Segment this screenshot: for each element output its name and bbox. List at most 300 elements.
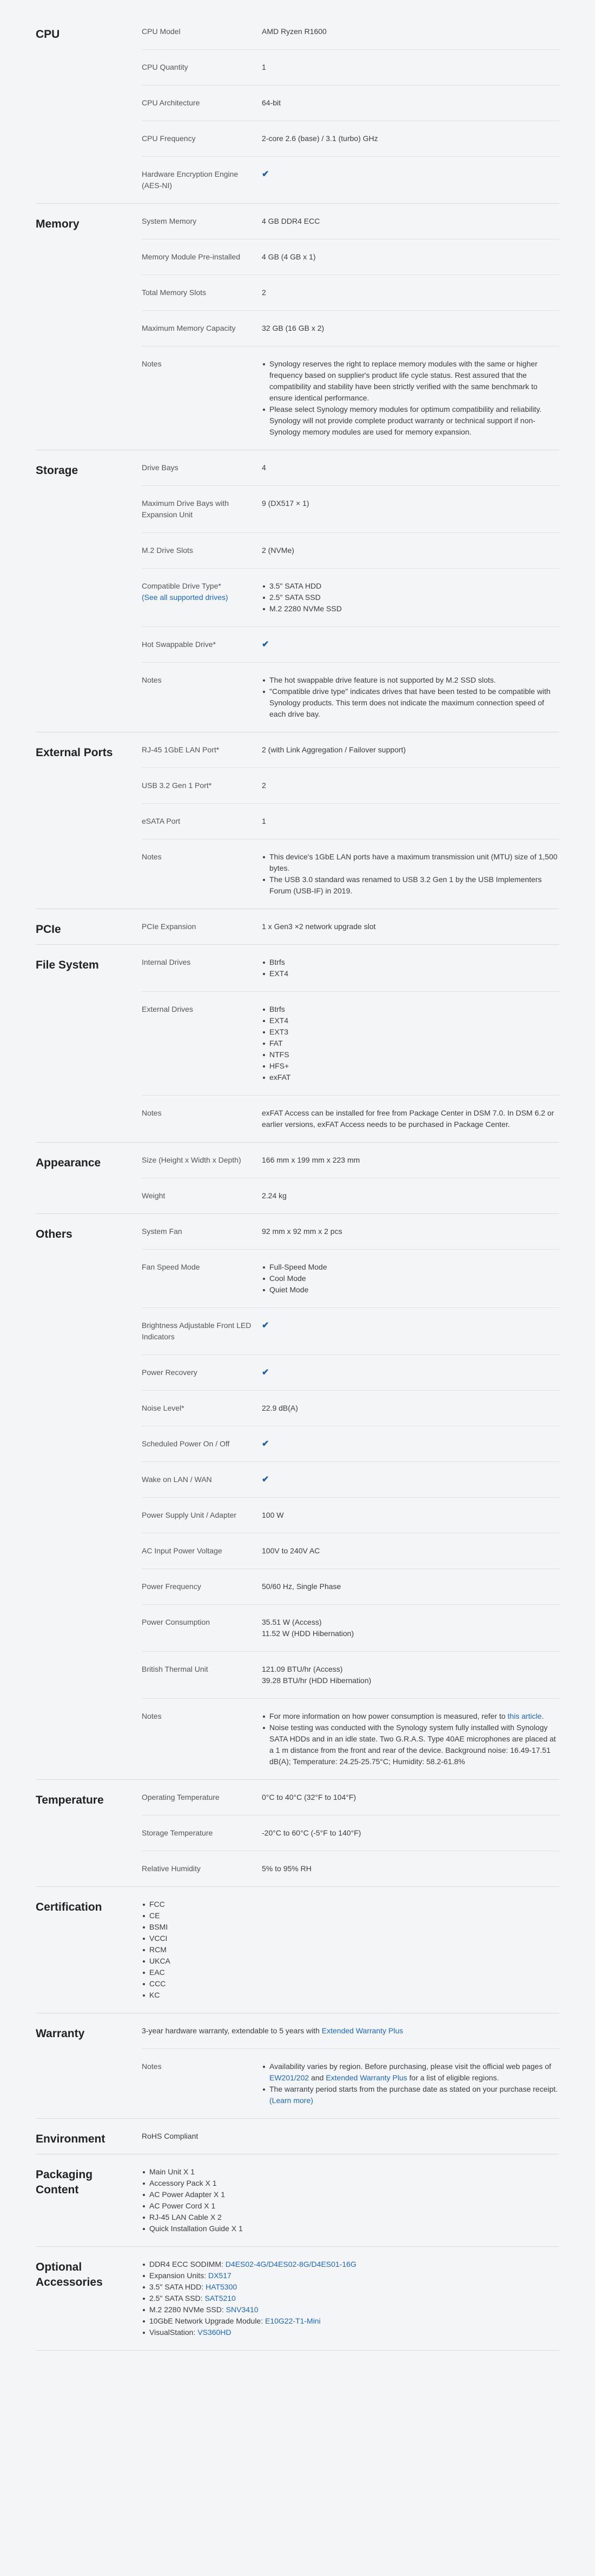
list-item: EXT4 bbox=[262, 968, 559, 979]
spec-label-text: Power Recovery bbox=[142, 1368, 197, 1377]
spec-label-text: CPU Model bbox=[142, 27, 181, 36]
section-certification bbox=[36, 1887, 559, 2013]
spec-label bbox=[142, 851, 262, 897]
list-item: CE bbox=[142, 1910, 559, 1921]
value-line: 35.51 W (Access) bbox=[262, 1618, 322, 1626]
spec-list bbox=[262, 1262, 559, 1296]
spec-list bbox=[262, 1004, 559, 1083]
link-extended-warranty-plus[interactable]: Extended Warranty Plus bbox=[321, 2026, 404, 2035]
list-item: Quiet Mode bbox=[262, 1284, 559, 1296]
section-body bbox=[142, 957, 559, 1142]
spec-list bbox=[262, 580, 559, 615]
spec-row bbox=[142, 26, 559, 50]
section-body bbox=[142, 1899, 559, 2013]
list-item bbox=[142, 2259, 559, 2270]
list-item: RCM bbox=[142, 1944, 559, 1956]
list-item: Main Unit X 1 bbox=[142, 2166, 559, 2178]
list-item bbox=[142, 2304, 559, 2315]
spec-row bbox=[142, 358, 559, 450]
spec-value: 100 W bbox=[262, 1511, 284, 1519]
section-environment bbox=[36, 2119, 559, 2154]
spec-label-text: eSATA Port bbox=[142, 817, 181, 825]
spec-label bbox=[142, 462, 262, 473]
section-external-ports bbox=[36, 732, 559, 909]
spec-label bbox=[142, 816, 262, 827]
link-e10g22-t1-mini[interactable]: E10G22-T1-Mini bbox=[265, 2317, 321, 2325]
spec-label bbox=[142, 2061, 262, 2106]
section-others bbox=[36, 1214, 559, 1780]
spec-label-text: Brightness Adjustable Front LED Indicators bbox=[142, 1321, 252, 1341]
spec-label-text: Drive Bays bbox=[142, 463, 178, 472]
spec-label bbox=[142, 675, 262, 720]
checkmark-icon: ✔ bbox=[262, 1475, 269, 1484]
spec-value: 1 x Gen3 ×2 network upgrade slot bbox=[262, 922, 376, 931]
spec-label bbox=[142, 26, 262, 37]
spec-value: 0°C to 40°C (32°F to 104°F) bbox=[262, 1793, 356, 1801]
checkmark-icon: ✔ bbox=[262, 1439, 269, 1449]
spec-row bbox=[142, 1827, 559, 1851]
spec-row bbox=[142, 323, 559, 346]
section-title: Others bbox=[36, 1228, 72, 1240]
spec-label-text: RJ-45 1GbE LAN Port* bbox=[142, 745, 220, 754]
section-title: Temperature bbox=[36, 1794, 104, 1806]
list-item bbox=[142, 2281, 559, 2293]
spec-value: 2.24 kg bbox=[262, 1191, 287, 1200]
list-item: FAT bbox=[262, 1038, 559, 1049]
spec-label-text: Notes bbox=[142, 359, 162, 368]
spec-label-text: Notes bbox=[142, 1109, 162, 1117]
spec-label bbox=[142, 216, 262, 227]
section-body bbox=[142, 26, 559, 203]
link-learn-more[interactable]: (Learn more) bbox=[269, 2096, 313, 2105]
list-text: 2.5" SATA SSD: bbox=[149, 2294, 205, 2303]
checkmark-icon: ✔ bbox=[262, 1321, 269, 1330]
spec-label bbox=[142, 1004, 262, 1083]
spec-label bbox=[142, 1664, 262, 1686]
spec-value: 2 (NVMe) bbox=[262, 546, 294, 555]
spec-label bbox=[142, 1438, 262, 1450]
spec-label bbox=[142, 1510, 262, 1521]
spec-row bbox=[142, 580, 559, 627]
spec-value: 2-core 2.6 (base) / 3.1 (turbo) GHz bbox=[262, 134, 378, 143]
section-title: Environment bbox=[36, 2133, 105, 2145]
spec-value bbox=[142, 1899, 559, 2001]
list-item bbox=[142, 2270, 559, 2281]
list-item: AC Power Cord X 1 bbox=[142, 2200, 559, 2212]
spec-label bbox=[142, 1367, 262, 1378]
list-item: Quick Installation Guide X 1 bbox=[142, 2223, 559, 2234]
spec-row bbox=[142, 1863, 559, 1886]
section-title: Certification bbox=[36, 1901, 102, 1913]
spec-row bbox=[142, 675, 559, 732]
spec-row bbox=[142, 816, 559, 839]
list-item: AC Power Adapter X 1 bbox=[142, 2189, 559, 2200]
spec-value bbox=[262, 675, 559, 720]
spec-list bbox=[262, 675, 559, 720]
section-body bbox=[142, 1226, 559, 1779]
spec-row bbox=[142, 921, 559, 944]
spec-row bbox=[142, 780, 559, 804]
spec-label bbox=[142, 1827, 262, 1839]
section-title: CPU bbox=[36, 28, 60, 41]
spec-value: 4 GB DDR4 ECC bbox=[262, 217, 320, 225]
list-text: for a list of eligible regions. bbox=[407, 2073, 499, 2082]
list-item bbox=[142, 2315, 559, 2327]
spec-value: 4 GB (4 GB x 1) bbox=[262, 252, 316, 261]
spec-value bbox=[142, 2259, 559, 2338]
spec-label bbox=[142, 780, 262, 791]
spec-list bbox=[142, 2259, 559, 2338]
spec-label bbox=[142, 62, 262, 73]
spec-value: 2 (with Link Aggregation / Failover support) bbox=[262, 745, 406, 754]
spec-row bbox=[142, 1367, 559, 1391]
spec-label-text: CPU Architecture bbox=[142, 98, 200, 107]
spec-list bbox=[262, 957, 559, 979]
section-memory bbox=[36, 204, 559, 450]
list-text: Availability varies by region. Before purchasing, please visit the official web pages of bbox=[269, 2062, 551, 2071]
section-body bbox=[142, 2025, 559, 2118]
checkmark-icon: ✔ bbox=[262, 1368, 269, 1377]
spec-list bbox=[262, 1711, 559, 1767]
spec-label-text: PCIe Expansion bbox=[142, 922, 196, 931]
spec-value: 4 bbox=[262, 463, 266, 472]
spec-label bbox=[142, 169, 262, 191]
spec-label bbox=[142, 1711, 262, 1767]
spec-label-text: Scheduled Power On / Off bbox=[142, 1439, 230, 1448]
spec-value bbox=[262, 2061, 559, 2106]
spec-label-text: Relative Humidity bbox=[142, 1864, 201, 1873]
list-item: Accessory Pack X 1 bbox=[142, 2178, 559, 2189]
spec-label-text: Hot Swappable Drive* bbox=[142, 640, 216, 649]
value-text: 3-year hardware warranty, extendable to 5 years with bbox=[142, 2026, 322, 2035]
value-line: 39.28 BTU/hr (HDD Hibernation) bbox=[262, 1676, 372, 1685]
link-ew201-202[interactable]: EW201/202 bbox=[269, 2073, 309, 2082]
spec-row bbox=[142, 169, 559, 203]
spec-value bbox=[262, 1367, 559, 1378]
checkmark-icon: ✔ bbox=[262, 170, 269, 179]
spec-label-text: CPU Quantity bbox=[142, 63, 188, 71]
spec-list bbox=[262, 2061, 559, 2106]
list-item: Please select Synology memory modules for optimum compatibility and reliability. Synology will not provide complete product warranty or technical support if non-Synology memory modules are used for memory expansion. bbox=[262, 404, 559, 438]
list-text: VisualStation: bbox=[149, 2328, 198, 2337]
list-item: Full-Speed Mode bbox=[262, 1262, 559, 1273]
list-item: NTFS bbox=[262, 1049, 559, 1060]
spec-label-text: System Memory bbox=[142, 217, 197, 225]
spec-label bbox=[142, 358, 262, 438]
spec-label-text: CPU Frequency bbox=[142, 134, 196, 143]
spec-row bbox=[142, 62, 559, 85]
spec-label bbox=[142, 1863, 262, 1874]
spec-label-text: Total Memory Slots bbox=[142, 288, 207, 297]
spec-label bbox=[142, 1154, 262, 1166]
list-text: and bbox=[309, 2073, 326, 2082]
spec-label-text: Storage Temperature bbox=[142, 1828, 213, 1837]
spec-row bbox=[142, 1474, 559, 1498]
list-item bbox=[262, 2061, 559, 2084]
list-item: EXT3 bbox=[262, 1026, 559, 1038]
spec-value: 2 bbox=[262, 781, 266, 790]
section-pcie bbox=[36, 909, 559, 945]
spec-label-text: M.2 Drive Slots bbox=[142, 546, 193, 555]
spec-value bbox=[262, 1262, 559, 1296]
list-text: Noise testing was conducted with the Synology system fully installed with Synology SATA HDDs and in an idle state. Two G.R.A.S. Type 40AE microphones are placed at a 1 m distance from the front and rear of the device. Background noise: 16.49-17.51 dB(A); Temperature: 24.25-25.75°C; Humidity: 58.2-61.8% bbox=[269, 1723, 556, 1766]
spec-row bbox=[142, 744, 559, 768]
spec-row bbox=[142, 1617, 559, 1652]
spec-row bbox=[142, 2061, 559, 2118]
spec-label-text: Operating Temperature bbox=[142, 1793, 220, 1801]
list-item: Synology reserves the right to replace memory modules with the same or higher frequency based on supplier's product life cycle status. Rest assured that the compatibility and stability have been strictly verified with the same benchmark to ensure identical performance. bbox=[262, 358, 559, 404]
list-item: EAC bbox=[142, 1967, 559, 1978]
spec-value bbox=[262, 1711, 559, 1767]
section-packaging-content bbox=[36, 2154, 559, 2247]
spec-value: RoHS Compliant bbox=[142, 2132, 199, 2140]
section-appearance bbox=[36, 1143, 559, 1214]
section-file-system bbox=[36, 945, 559, 1143]
spec-row bbox=[142, 1510, 559, 1533]
section-body bbox=[142, 744, 559, 909]
spec-row bbox=[142, 1545, 559, 1569]
spec-row bbox=[142, 2131, 559, 2154]
spec-label bbox=[142, 1262, 262, 1296]
list-item: "Compatible drive type" indicates drives that have been tested to be compatible with Synology products. This term does not indicate the maximum connection speed of each drive bay. bbox=[262, 686, 559, 720]
spec-row bbox=[142, 97, 559, 121]
list-item: Btrfs bbox=[262, 1004, 559, 1015]
spec-value bbox=[262, 1320, 559, 1343]
section-body bbox=[142, 1792, 559, 1886]
spec-label-text: Maximum Drive Bays with Expansion Unit bbox=[142, 499, 229, 519]
spec-value: 166 mm x 199 mm x 223 mm bbox=[262, 1156, 360, 1164]
spec-list bbox=[142, 1899, 559, 2001]
link-sat5210[interactable]: SAT5210 bbox=[204, 2294, 236, 2303]
list-item: RJ-45 LAN Cable X 2 bbox=[142, 2212, 559, 2223]
list-item: 3.5" SATA HDD bbox=[262, 580, 559, 592]
link-d4es02-4g-d4es02-8g-d4es01-16g[interactable]: D4ES02-4G/D4ES02-8G/D4ES01-16G bbox=[225, 2260, 356, 2268]
section-title: Packaging Content bbox=[36, 2168, 93, 2197]
link-this-article[interactable]: this article bbox=[507, 1712, 542, 1720]
list-item: This device's 1GbE LAN ports have a maximum transmission unit (MTU) size of 1,500 bytes. bbox=[262, 851, 559, 874]
list-item: BSMI bbox=[142, 1921, 559, 1933]
spec-label-text: Memory Module Pre-installed bbox=[142, 252, 241, 261]
supported-drives-link[interactable]: (See all supported drives) bbox=[142, 593, 228, 602]
section-title: Storage bbox=[36, 464, 78, 477]
section-body bbox=[142, 2131, 559, 2154]
spec-label bbox=[142, 639, 262, 650]
spec-value bbox=[262, 1004, 559, 1083]
list-item: The hot swappable drive feature is not supported by M.2 SSD slots. bbox=[262, 675, 559, 686]
spec-label-text: Notes bbox=[142, 852, 162, 861]
list-item: FCC bbox=[142, 1899, 559, 1910]
link-dx517[interactable]: DX517 bbox=[208, 2271, 232, 2280]
spec-row bbox=[142, 216, 559, 239]
section-title: External Ports bbox=[36, 746, 113, 759]
list-item bbox=[142, 2293, 559, 2304]
spec-label bbox=[142, 1474, 262, 1485]
spec-row bbox=[142, 1107, 559, 1142]
spec-row bbox=[142, 1711, 559, 1779]
spec-label bbox=[142, 921, 262, 932]
spec-row bbox=[142, 1262, 559, 1308]
link-vs360hd[interactable]: VS360HD bbox=[197, 2328, 232, 2337]
section-title: PCIe bbox=[36, 923, 61, 936]
spec-list bbox=[142, 2166, 559, 2234]
spec-value: 100V to 240V AC bbox=[262, 1546, 320, 1555]
spec-value bbox=[262, 639, 559, 650]
spec-value bbox=[262, 169, 559, 191]
section-body bbox=[142, 462, 559, 732]
list-text: Expansion Units: bbox=[149, 2271, 208, 2280]
section-title: File System bbox=[36, 959, 99, 971]
spec-row bbox=[142, 251, 559, 275]
spec-value: 1 bbox=[262, 817, 266, 825]
spec-value bbox=[262, 1664, 559, 1686]
spec-row bbox=[142, 1899, 559, 2013]
list-text: M.2 2280 NVMe SSD: bbox=[149, 2305, 226, 2314]
spec-value bbox=[262, 851, 559, 897]
spec-label-text: Notes bbox=[142, 2062, 162, 2071]
spec-label-text: Maximum Memory Capacity bbox=[142, 324, 236, 332]
section-cpu bbox=[36, 22, 559, 204]
spec-label bbox=[142, 1545, 262, 1557]
list-item: Btrfs bbox=[262, 957, 559, 968]
spec-value bbox=[262, 957, 559, 979]
spec-row bbox=[142, 1438, 559, 1462]
section-body bbox=[142, 921, 559, 944]
spec-label bbox=[142, 744, 262, 756]
spec-row bbox=[142, 1154, 559, 1178]
spec-label bbox=[142, 545, 262, 556]
spec-value: 32 GB (16 GB x 2) bbox=[262, 324, 325, 332]
spec-label bbox=[142, 1107, 262, 1130]
spec-label-text: External Drives bbox=[142, 1005, 193, 1013]
list-item bbox=[262, 1711, 559, 1722]
list-item: UKCA bbox=[142, 1956, 559, 1967]
spec-value: -20°C to 60°C (-5°F to 140°F) bbox=[262, 1828, 361, 1837]
list-item bbox=[142, 2327, 559, 2338]
spec-label-text: British Thermal Unit bbox=[142, 1665, 208, 1673]
spec-label-text: Compatible Drive Type* bbox=[142, 582, 221, 590]
spec-label bbox=[142, 323, 262, 334]
section-optional-accessories bbox=[36, 2247, 559, 2351]
spec-row bbox=[142, 1226, 559, 1250]
spec-value: 1 bbox=[262, 63, 266, 71]
spec-label-text: Fan Speed Mode bbox=[142, 1263, 200, 1271]
spec-label bbox=[142, 580, 262, 615]
spec-label-text: Internal Drives bbox=[142, 958, 191, 966]
section-temperature bbox=[36, 1780, 559, 1887]
link-extended-warranty-plus[interactable]: Extended Warranty Plus bbox=[326, 2073, 407, 2082]
list-item bbox=[262, 2084, 559, 2106]
spec-label-text: Hardware Encryption Engine (AES-NI) bbox=[142, 170, 239, 190]
spec-label bbox=[142, 1617, 262, 1639]
list-item bbox=[262, 1722, 559, 1767]
list-item: Cool Mode bbox=[262, 1273, 559, 1284]
section-body bbox=[142, 216, 559, 450]
link-snv3410[interactable]: SNV3410 bbox=[226, 2305, 259, 2314]
checkmark-icon: ✔ bbox=[262, 640, 269, 649]
spec-label-text: Notes bbox=[142, 676, 162, 684]
link-hat5300[interactable]: HAT5300 bbox=[206, 2283, 237, 2291]
spec-row bbox=[142, 957, 559, 992]
spec-value: 9 (DX517 × 1) bbox=[262, 499, 309, 508]
spec-row bbox=[142, 1403, 559, 1426]
list-item: exFAT bbox=[262, 1072, 559, 1083]
section-title: Warranty bbox=[36, 2027, 85, 2040]
spec-row bbox=[142, 1664, 559, 1699]
spec-row bbox=[142, 639, 559, 663]
spec-list bbox=[262, 358, 559, 438]
spec-label bbox=[142, 97, 262, 109]
spec-label bbox=[142, 133, 262, 144]
list-text: For more information on how power consumption is measured, refer to bbox=[269, 1712, 508, 1720]
spec-row bbox=[142, 1004, 559, 1096]
spec-value: 5% to 95% RH bbox=[262, 1864, 312, 1873]
spec-value bbox=[262, 1438, 559, 1450]
spec-row bbox=[142, 2166, 559, 2246]
list-item: KC bbox=[142, 1990, 559, 2001]
spec-label-text: Power Supply Unit / Adapter bbox=[142, 1511, 237, 1519]
spec-value bbox=[142, 2025, 559, 2037]
spec-label bbox=[142, 957, 262, 979]
spec-label-text: Wake on LAN / WAN bbox=[142, 1475, 212, 1484]
list-text: The warranty period starts from the purchase date as stated on your purchase receipt. bbox=[269, 2085, 558, 2093]
spec-row bbox=[142, 851, 559, 909]
spec-label bbox=[142, 1792, 262, 1803]
spec-label-text: Size (Height x Width x Depth) bbox=[142, 1156, 241, 1164]
spec-row bbox=[142, 1581, 559, 1605]
section-storage bbox=[36, 450, 559, 732]
spec-label bbox=[142, 1190, 262, 1202]
section-title: Appearance bbox=[36, 1157, 101, 1169]
section-body bbox=[142, 1154, 559, 1213]
value-line: 121.09 BTU/hr (Access) bbox=[262, 1665, 343, 1673]
spec-label-text: Notes bbox=[142, 1712, 162, 1720]
spec-value: 64-bit bbox=[262, 98, 281, 107]
spec-value: 2 bbox=[262, 288, 266, 297]
spec-label bbox=[142, 1320, 262, 1343]
spec-label bbox=[142, 251, 262, 263]
spec-list bbox=[262, 851, 559, 897]
section-warranty bbox=[36, 2013, 559, 2119]
list-item: EXT4 bbox=[262, 1015, 559, 1026]
spec-value bbox=[262, 580, 559, 615]
spec-row bbox=[142, 498, 559, 533]
spec-row bbox=[142, 462, 559, 486]
spec-row bbox=[142, 1190, 559, 1213]
spec-row bbox=[142, 545, 559, 569]
spec-row bbox=[142, 1320, 559, 1355]
spec-label-text: Power Consumption bbox=[142, 1618, 210, 1626]
spec-label bbox=[142, 1226, 262, 1237]
spec-row bbox=[142, 1792, 559, 1816]
spec-value: 22.9 dB(A) bbox=[262, 1404, 298, 1412]
list-text: 10GbE Network Upgrade Module: bbox=[149, 2317, 265, 2325]
spec-label-text: AC Input Power Voltage bbox=[142, 1546, 222, 1555]
spec-label bbox=[142, 1581, 262, 1592]
section-title: Memory bbox=[36, 218, 80, 230]
list-item: CCC bbox=[142, 1978, 559, 1990]
spec-value: 50/60 Hz, Single Phase bbox=[262, 1582, 341, 1591]
section-body bbox=[142, 2166, 559, 2246]
list-item: HFS+ bbox=[262, 1060, 559, 1072]
spec-label-text: Power Frequency bbox=[142, 1582, 201, 1591]
spec-row bbox=[142, 2259, 559, 2350]
spec-value bbox=[142, 2166, 559, 2234]
spec-value bbox=[262, 1617, 559, 1639]
section-title: Optional Accessories bbox=[36, 2261, 103, 2289]
section-body bbox=[142, 2259, 559, 2350]
spec-label-text: USB 3.2 Gen 1 Port* bbox=[142, 781, 212, 790]
spec-label-text: Weight bbox=[142, 1191, 166, 1200]
